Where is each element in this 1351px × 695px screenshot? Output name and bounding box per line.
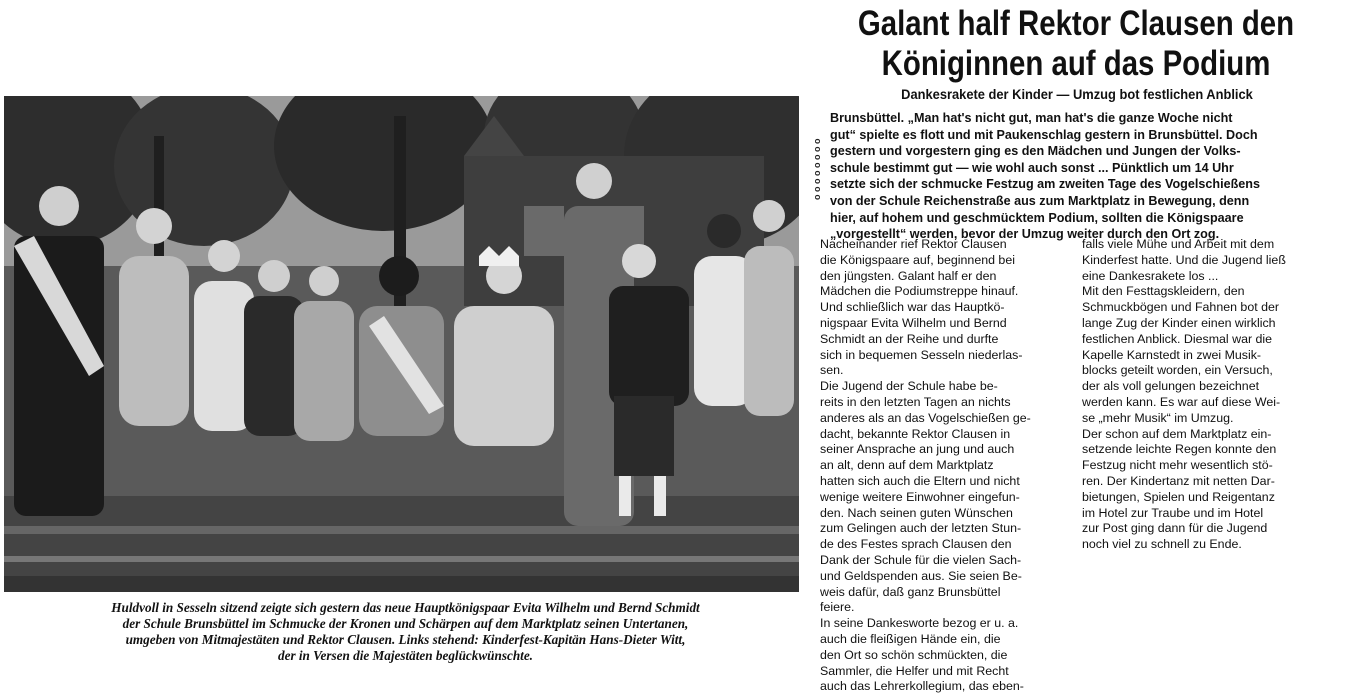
article-lead bbox=[830, 110, 1342, 243]
body-line: Nacheinander rief Rektor Clausen bbox=[820, 237, 1007, 251]
body-line: Dank der Schule für die vielen Sach- bbox=[820, 552, 1022, 567]
lead-line: setzte sich der schmucke Festzug am zweiten Tage des Vogelschießens bbox=[830, 177, 1260, 192]
body-line: weis dafür, daß ganz Brunsbüttel bbox=[820, 584, 1001, 599]
lead-line: „vorgestellt“ werden, bevor der Umzug weiter durch den Ort zog. bbox=[830, 227, 1220, 242]
lead-line: gut“ spielte es flott und mit Paukenschlag gestern in Brunsbüttel. Doch bbox=[830, 127, 1258, 142]
body-line: die Königspaare auf, beginnend bei bbox=[820, 252, 1015, 267]
body-line: blocks geteilt worden, ein Versuch, bbox=[1082, 363, 1273, 378]
body-line: dacht, bekannte Rektor Clausen in bbox=[820, 426, 1011, 441]
body-line: lange Zug der Kinder einen wirklich bbox=[1082, 315, 1276, 330]
lead-line: Brunsbüttel. „Man hat's nicht gut, man hat's die ganze Woche nicht bbox=[830, 111, 1233, 125]
body-line: werden kann. Es war auf diese Wei- bbox=[1082, 394, 1281, 409]
headline-line: Königinnen auf das Podium bbox=[881, 44, 1271, 83]
body-line: sen. bbox=[820, 363, 844, 378]
body-line: an alt, denn auf dem Marktplatz bbox=[820, 458, 994, 473]
body-line: Sammler, die Helfer und mit Recht bbox=[820, 663, 1009, 678]
lead-line: schule bestimmt gut — wie wohl auch sonst ... Pünktlich um 14 Uhr bbox=[830, 160, 1234, 175]
body-line: sich in bequemen Sesseln niederlas- bbox=[820, 347, 1023, 362]
margin-marker: o o o o o o o o bbox=[812, 138, 822, 200]
body-line: Schmidt an der Reihe und durfte bbox=[820, 331, 999, 346]
caption-line: umgeben von Mitmajestäten und Rektor Clausen. Links stehend: Kinderfest-Kapitän Hans-Dieter Witt, bbox=[125, 632, 686, 647]
body-line: Schmuckbögen und Fahnen bot der bbox=[1082, 300, 1280, 315]
body-line: noch viel zu schnell zu Ende. bbox=[1082, 537, 1242, 552]
body-line: hatten sich auch die Eltern und nicht bbox=[820, 473, 1020, 488]
lead-line: gestern und vorgestern ging es den Mädchen und Jungen der Volks- bbox=[830, 144, 1241, 159]
body-line: Die Jugend der Schule habe be- bbox=[820, 379, 998, 394]
body-column-2 bbox=[1082, 237, 1322, 553]
body-line: der als voll gelungen bezeichnet bbox=[1082, 379, 1260, 394]
photo-caption bbox=[18, 600, 793, 664]
body-line: Festzug nicht mehr wesentlich stö- bbox=[1082, 458, 1273, 473]
body-line: bietungen, Spielen und Reigentanz bbox=[1082, 489, 1275, 504]
body-line: ren. Der Kindertanz mit netten Dar- bbox=[1082, 473, 1275, 488]
article-subheadline: Dankesrakete der Kinder — Umzug bot festlichen Anblick bbox=[901, 86, 1253, 102]
body-line: zur Post ging dann für die Jugend bbox=[1082, 521, 1268, 536]
body-line: Kinderfest hatte. Und die Jugend ließ bbox=[1082, 252, 1286, 267]
body-line: den jüngsten. Galant half er den bbox=[820, 268, 997, 283]
body-line: Mit den Festtagskleidern, den bbox=[1082, 284, 1245, 299]
body-line: Der schon auf dem Marktplatz ein- bbox=[1082, 426, 1272, 441]
article-photo bbox=[4, 96, 799, 592]
body-line: Kapelle Karnstedt in zwei Musik- bbox=[1082, 347, 1262, 362]
body-line: Mädchen die Podiumstreppe hinauf. bbox=[820, 284, 1019, 299]
body-line: den Ort so schön schmückten, die bbox=[820, 647, 1008, 662]
body-line: de des Festes sprach Clausen den bbox=[820, 537, 1012, 552]
body-line: feiere. bbox=[820, 600, 855, 615]
body-line: zum Gelingen auch der letzten Stun- bbox=[820, 521, 1022, 536]
body-line: falls viele Mühe und Arbeit mit dem bbox=[1082, 237, 1275, 251]
body-line: im Hotel zur Traube und im Hotel bbox=[1082, 505, 1264, 520]
body-line: den. Nach seinen guten Wünschen bbox=[820, 505, 1013, 520]
body-line: auch die fleißigen Hände ein, die bbox=[820, 631, 1001, 646]
body-line: setzende leichte Regen konnte den bbox=[1082, 442, 1277, 457]
body-line: festlichen Anblick. Diesmal war die bbox=[1082, 331, 1273, 346]
caption-line: der Schule Brunsbüttel im Schmucke der Kronen und Schärpen auf dem Marktplatz seinen Untertanen, bbox=[122, 616, 689, 631]
body-line: nigspaar Evita Wilhelm und Bernd bbox=[820, 315, 1007, 330]
body-column-1 bbox=[820, 237, 1060, 695]
article-headline bbox=[849, 4, 1303, 84]
body-line: seiner Ansprache an jung und auch bbox=[820, 442, 1015, 457]
body-line: reits in den letzten Tagen an nichts bbox=[820, 394, 1011, 409]
body-line: auch das Lehrerkollegium, das eben- bbox=[820, 679, 1024, 694]
caption-line: Huldvoll in Sesseln sitzend zeigte sich gestern das neue Hauptkönigspaar Evita Wilhelm und Bernd Schmidt bbox=[111, 600, 700, 615]
body-line: wenige weitere Einwohner eingefun- bbox=[820, 489, 1020, 504]
caption-line: der in Versen die Majestäten beglückwünschte. bbox=[278, 648, 533, 663]
lead-line: hier, auf hohem und geschmücktem Podium, sollten die Königspaare bbox=[830, 210, 1244, 225]
body-line: und Geldspenden aus. Sie seien Be- bbox=[820, 568, 1022, 583]
body-line: eine Dankesrakete los ... bbox=[1082, 268, 1219, 283]
photo-illustration bbox=[4, 96, 799, 592]
body-line: anderes als an das Vogelschießen ge- bbox=[820, 410, 1031, 425]
body-line: In seine Dankesworte bezog er u. a. bbox=[820, 616, 1019, 631]
body-line: Und schließlich war das Hauptkö- bbox=[820, 300, 1005, 315]
body-line: se „mehr Musik“ im Umzug. bbox=[1082, 410, 1234, 425]
lead-line: von der Schule Reichenstraße aus zum Marktplatz in Bewegung, denn bbox=[830, 193, 1250, 208]
headline-line: Galant half Rektor Clausen den bbox=[857, 4, 1295, 43]
